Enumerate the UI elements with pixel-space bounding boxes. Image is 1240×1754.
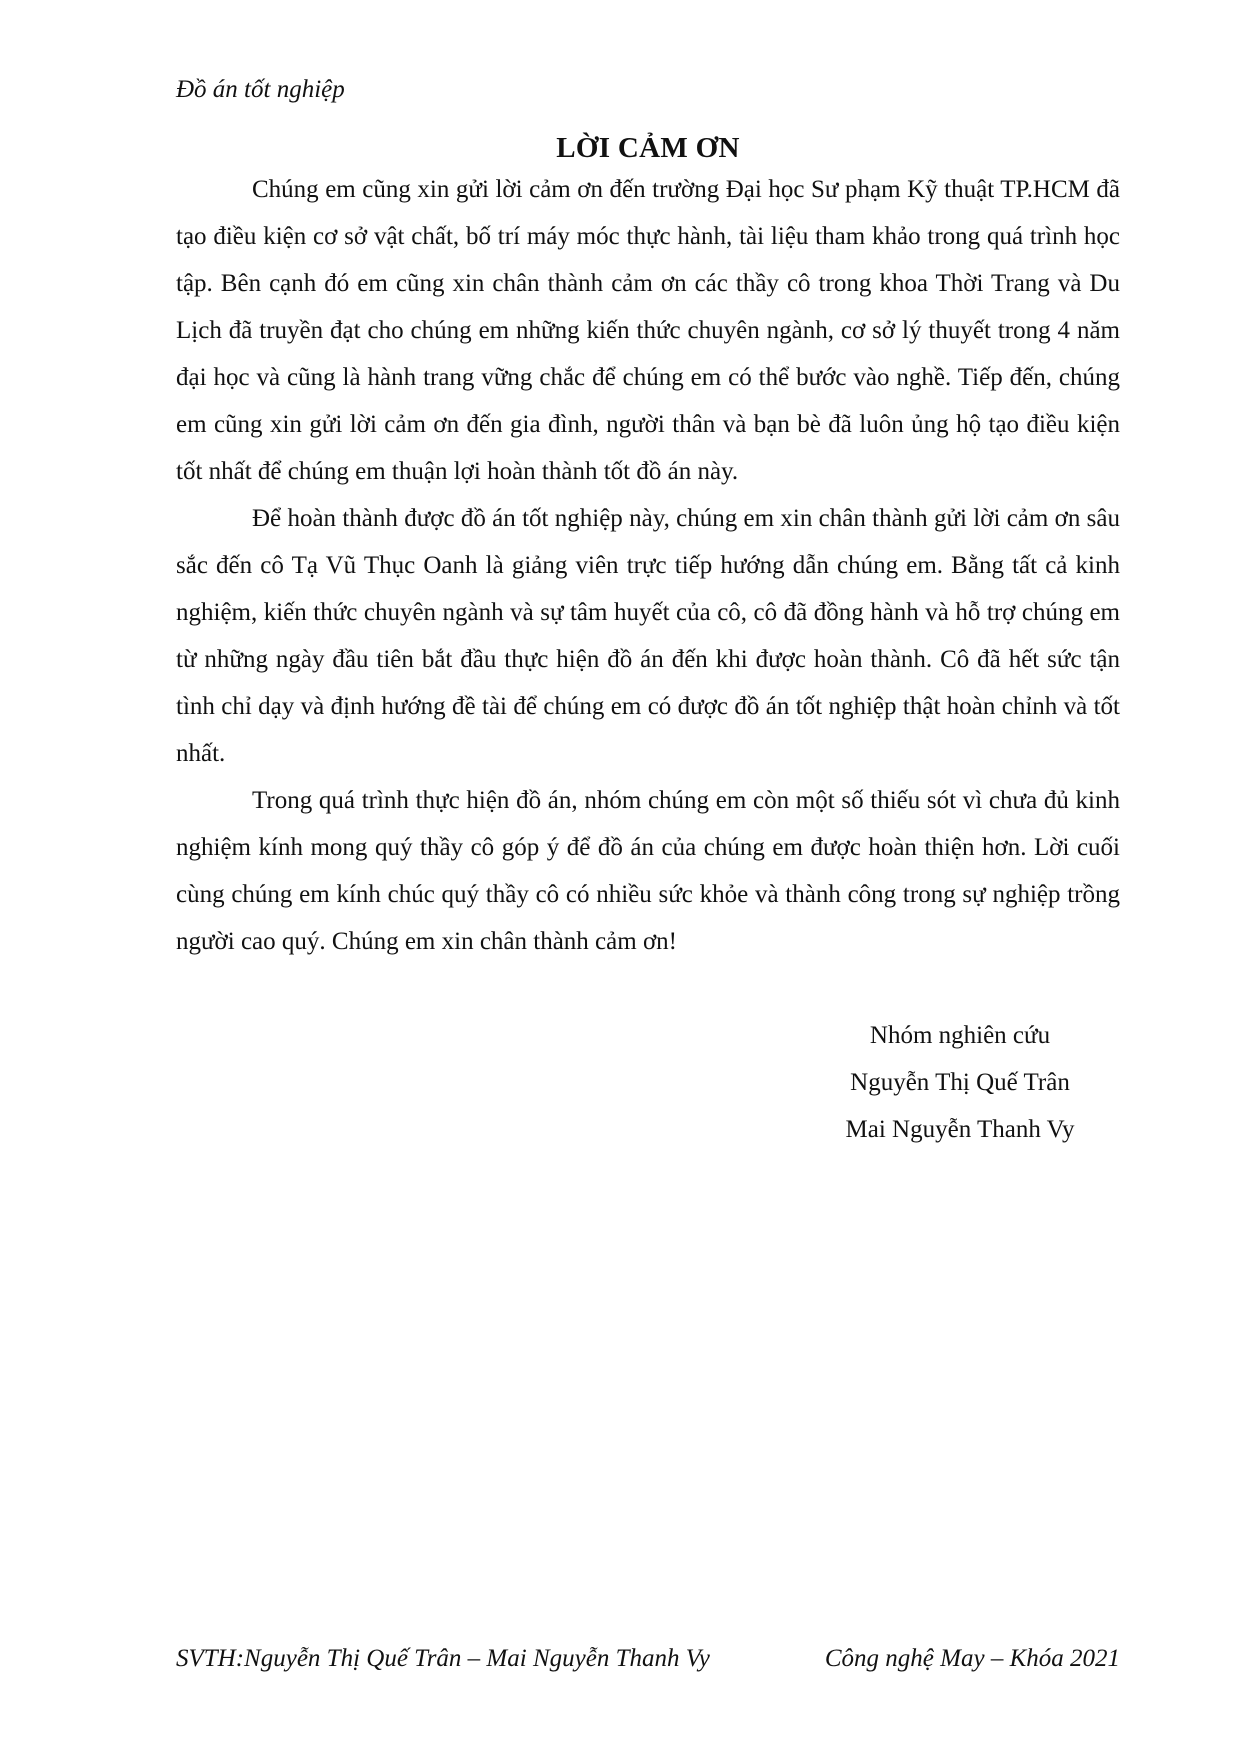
- footer-authors: SVTH:Nguyễn Thị Quế Trân – Mai Nguyễn Thanh Vy: [176, 1645, 710, 1672]
- signature-group-label: Nhóm nghiên cứu: [869, 1022, 1051, 1049]
- signature-member: Nguyễn Thị Quế Trân: [850, 1069, 1070, 1096]
- running-footer: [176, 1643, 1120, 1675]
- footer-course: Công nghệ May – Khóa 2021: [824, 1645, 1120, 1672]
- signature-block: [800, 1012, 1120, 1153]
- paragraph: Trong quá trình thực hiện đồ án, nhóm chúng em còn một số thiếu sót vì chưa đủ kinh nghiệm kính mong quý thầy cô góp ý để đồ án của chúng em được hoàn thiện hơn. Lời cuối cùng chúng em kính chúc quý thầy cô có nhiều sức khỏe và thành công trong sự nghiệp trồng người cao quý. Chúng em xin chân thành cảm ơn!: [176, 787, 1120, 955]
- signature-member: Mai Nguyễn Thanh Vy: [845, 1116, 1075, 1143]
- page-title: LỜI CẢM ƠN: [556, 132, 740, 164]
- running-header: Đồ án tốt nghiệp: [176, 76, 345, 103]
- paragraph: Chúng em cũng xin gửi lời cảm ơn đến trường Đại học Sư phạm Kỹ thuật TP.HCM đã tạo điều kiện cơ sở vật chất, bố trí máy móc thực hành, tài liệu tham khảo trong quá trình học tập. Bên cạnh đó em cũng xin chân thành cảm ơn các thầy cô trong khoa Thời Trang và Du Lịch đã truyền đạt cho chúng em những kiến thức chuyên ngành, cơ sở lý thuyết trong 4 năm đại học và cũng là hành trang vững chắc để chúng em có thể bước vào nghề. Tiếp đến, chúng em cũng xin gửi lời cảm ơn đến gia đình, người thân và bạn bè đã luôn ủng hộ tạo điều kiện tốt nhất để chúng em thuận lợi hoàn thành tốt đồ án này.: [176, 176, 1120, 485]
- paragraph: Để hoàn thành được đồ án tốt nghiệp này, chúng em xin chân thành gửi lời cảm ơn sâu sắc đến cô Tạ Vũ Thục Oanh là giảng viên trực tiếp hướng dẫn chúng em. Bằng tất cả kinh nghiệm, kiến thức chuyên ngành và sự tâm huyết của cô, cô đã đồng hành và hỗ trợ chúng em từ những ngày đầu tiên bắt đầu thực hiện đồ án đến khi được hoàn thành. Cô đã hết sức tận tình chỉ dạy và định hướng đề tài để chúng em có được đồ án tốt nghiệp thật hoàn chỉnh và tốt nhất.: [176, 505, 1120, 767]
- acknowledgement-body: [176, 166, 1120, 965]
